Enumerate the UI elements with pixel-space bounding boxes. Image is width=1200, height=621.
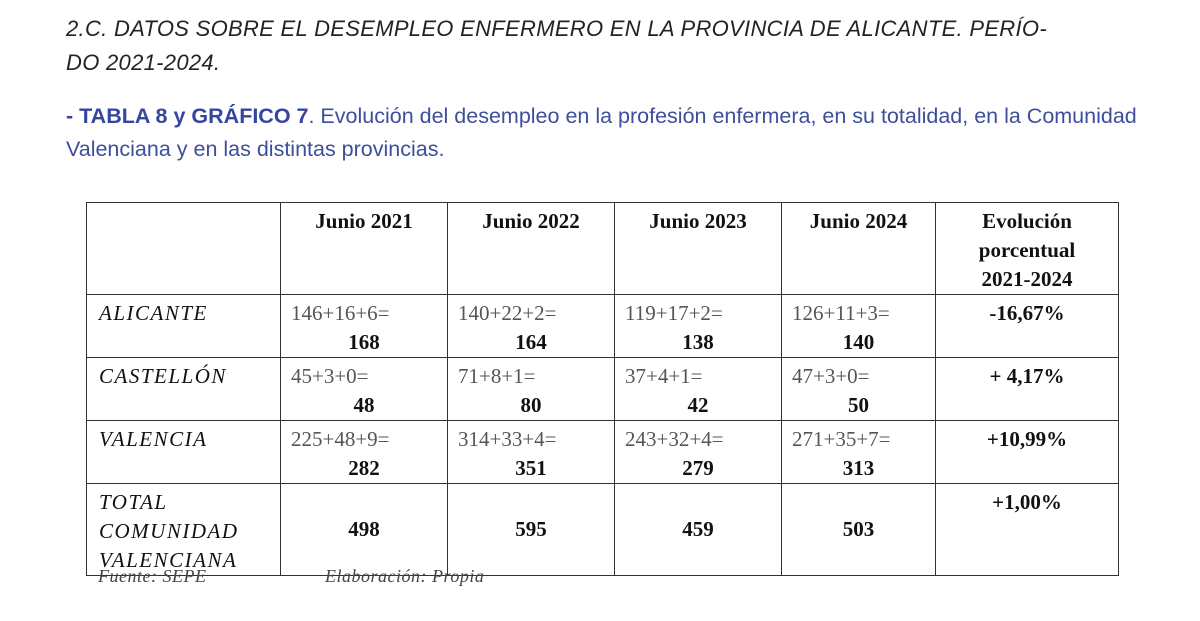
evolution-cell: +10,99% bbox=[936, 421, 1119, 484]
data-cell: 314+33+4= 351 bbox=[448, 421, 615, 484]
unemployment-table bbox=[86, 202, 1119, 576]
intro-paragraph bbox=[66, 100, 1176, 166]
table-row bbox=[87, 295, 1119, 358]
corner-cell bbox=[87, 203, 281, 295]
data-cell: 37+4+1= 42 bbox=[615, 358, 782, 421]
section-heading-line1: 2.C. DATOS SOBRE EL DESEMPLEO ENFERMERO EN LA PROVINCIA DE ALICANTE. PERÍO- bbox=[66, 16, 1047, 41]
data-cell: 119+17+2= 138 bbox=[615, 295, 782, 358]
data-cell: 45+3+0= 48 bbox=[281, 358, 448, 421]
data-cell: 146+16+6= 168 bbox=[281, 295, 448, 358]
table-reference: - TABLA 8 y GRÁFICO 7 bbox=[66, 104, 309, 128]
total-evolution: +1,00% bbox=[936, 484, 1119, 576]
col-header: Junio 2022 bbox=[448, 203, 615, 295]
data-cell: 140+22+2= 164 bbox=[448, 295, 615, 358]
total-value: 459 bbox=[615, 484, 782, 576]
data-cell: 47+3+0= 50 bbox=[782, 358, 936, 421]
evolution-header: Evolución porcentual 2021-2024 bbox=[936, 203, 1119, 295]
data-cell: 126+11+3= 140 bbox=[782, 295, 936, 358]
row-label: ALICANTE bbox=[87, 295, 281, 358]
elaboration-note: Elaboración: Propia bbox=[325, 566, 485, 586]
total-label: TOTAL COMUNIDAD VALENCIANA bbox=[87, 484, 281, 576]
data-cell: 243+32+4= 279 bbox=[615, 421, 782, 484]
data-cell: 225+48+9= 282 bbox=[281, 421, 448, 484]
table-row bbox=[87, 358, 1119, 421]
total-value: 595 bbox=[448, 484, 615, 576]
intro-text: . Evolución del desempleo en la profesión enfermera, en su totalidad, en la Comunidad Valenciana y en las distintas provincias. bbox=[66, 104, 1137, 161]
header-row bbox=[87, 203, 1119, 295]
col-header: Junio 2021 bbox=[281, 203, 448, 295]
evolution-cell: + 4,17% bbox=[936, 358, 1119, 421]
total-row bbox=[87, 484, 1119, 576]
row-label: CASTELLÓN bbox=[87, 358, 281, 421]
data-cell: 71+8+1= 80 bbox=[448, 358, 615, 421]
total-value: 503 bbox=[782, 484, 936, 576]
data-cell: 271+35+7= 313 bbox=[782, 421, 936, 484]
section-heading-line2: DO 2021-2024. bbox=[66, 50, 221, 75]
col-header: Junio 2024 bbox=[782, 203, 936, 295]
section-heading bbox=[66, 12, 1176, 80]
total-value: 498 bbox=[281, 484, 448, 576]
source-note: Fuente: SEPE bbox=[98, 566, 207, 586]
evolution-cell: -16,67% bbox=[936, 295, 1119, 358]
table-row bbox=[87, 421, 1119, 484]
col-header: Junio 2023 bbox=[615, 203, 782, 295]
row-label: VALENCIA bbox=[87, 421, 281, 484]
